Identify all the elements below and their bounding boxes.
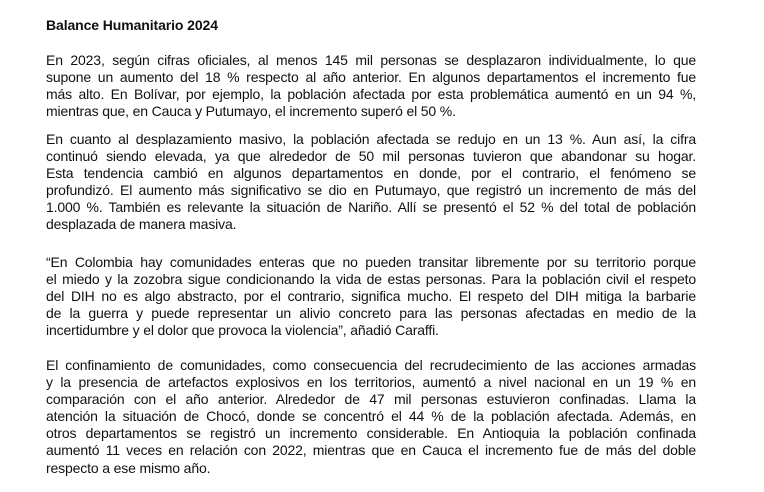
text-line: mientras que, en Cauca y Putumayo, el incremento superó el 50 %. (46, 103, 456, 120)
text-line: desplazada de manera masiva. (46, 216, 237, 233)
text-line: Esta tendencia cambió en algunos departamentos en donde, por el contrario, el fenómeno se (46, 165, 696, 182)
text-line: “En Colombia hay comunidades enteras que no pueden transitar libremente por su territorio porque (46, 254, 696, 270)
paragraph-confinement (46, 357, 696, 477)
text-line: comparación con el año anterior. Alrededor de 47 mil personas estuvieron confinadas. Llama la (46, 391, 696, 408)
text-line: el miedo y la zozobra sigue condicionando la vida de estas personas. Para la población civil el respeto (46, 271, 696, 288)
text-line: otros departamentos se registró un incremento considerable. En Antioquia la población confinada (46, 425, 696, 442)
text-line: supone un aumento del 18 % respecto al año anterior. En algunos departamentos el incremento fue (46, 69, 696, 86)
paragraph-quote (46, 254, 696, 339)
text-line: de la guerra y puede representar un alivio concreto para las personas afectadas en medio de la (46, 305, 696, 322)
text-line: El confinamiento de comunidades, como consecuencia del recrudecimiento de las acciones armadas (46, 357, 696, 373)
text-line: 1.000 %. También es relevante la situación de Nariño. Allí se presentó el 52 % del total de población (46, 199, 696, 216)
text-line: atención la situación de Chocó, donde se concentró el 44 % de la población afectada. Además, en (46, 408, 696, 425)
text-line: profundizó. El aumento más significativo se dio en Putumayo, que registró un incremento de más del (46, 182, 696, 199)
text-line: En cuanto al desplazamiento masivo, la población afectada se redujo en un 13 %. Aun así, la cifra (46, 131, 696, 147)
text-line: continuó siendo elevada, ya que alrededor de 50 mil personas tuvieron que abandonar su hogar. (46, 148, 696, 165)
text-line: más alto. En Bolívar, por ejemplo, la población afectada por esta problemática aumentó en un 94 %, (46, 86, 696, 103)
paragraph-mass-displacement (46, 131, 696, 234)
text-line: En 2023, según cifras oficiales, al menos 145 mil personas se desplazaron individualmente, lo que (46, 52, 696, 68)
text-line: del DIH no es algo abstracto, por el contrario, significa mucho. El respeto del DIH mitiga la barbarie (46, 288, 696, 305)
text-line: incertidumbre y el dolor que provoca la violencia”, añadió Caraffi. (46, 322, 439, 339)
paragraph-individual-displacement (46, 52, 696, 120)
document-title: Balance Humanitario 2024 (46, 17, 218, 33)
text-line: respecto a ese mismo año. (46, 459, 211, 476)
text-line: y la presencia de artefactos explosivos en los territorios, aumentó a nivel nacional en un 19 % en (46, 374, 696, 391)
text-line: aumentó 11 veces en relación con 2022, mientras que en Cauca el incremento fue de más del doble (46, 442, 696, 459)
